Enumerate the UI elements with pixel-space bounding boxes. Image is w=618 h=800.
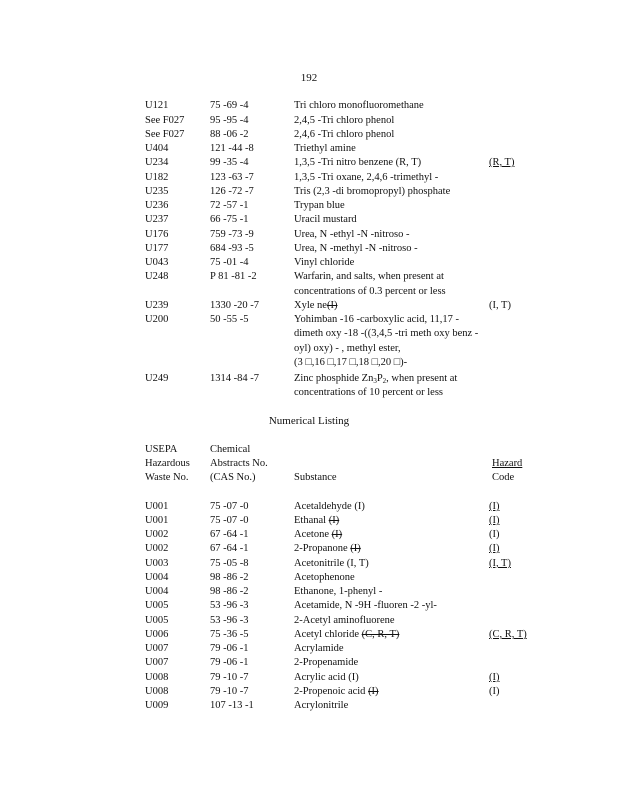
waste-code: U182 xyxy=(145,172,169,183)
hazard-code: (R, T) xyxy=(489,157,515,168)
header-line: Chemical xyxy=(210,444,251,455)
table-row xyxy=(0,228,618,241)
waste-code: U200 xyxy=(145,314,169,325)
waste-code: U239 xyxy=(145,300,169,311)
table-row xyxy=(0,242,618,255)
section-title: Numerical Listing xyxy=(268,415,350,427)
waste-code: U008 xyxy=(145,686,169,697)
cas-number: 53 -96 -3 xyxy=(210,600,249,611)
waste-code: See F027 xyxy=(145,115,185,126)
cas-number: 75 -69 -4 xyxy=(210,100,249,111)
waste-code: U007 xyxy=(145,643,169,654)
table-row xyxy=(0,628,618,641)
cas-number: 98 -86 -2 xyxy=(210,572,249,583)
table-row xyxy=(0,299,618,312)
hazard-code: (I) xyxy=(489,529,500,540)
header-hazard-code xyxy=(492,457,522,485)
cas-number: 75 -07 -0 xyxy=(210,501,249,512)
substance-text: Zinc phosphide Zn xyxy=(294,373,374,384)
waste-code: U248 xyxy=(145,271,169,282)
cas-number: 50 -55 -5 xyxy=(210,314,249,325)
substance xyxy=(294,500,365,513)
formula-element: P xyxy=(376,373,383,384)
waste-code: U237 xyxy=(145,214,169,225)
cas-number: 66 -75 -1 xyxy=(210,214,249,225)
table-row xyxy=(0,270,618,283)
substance xyxy=(294,599,437,612)
substance: 2,4,6 -Tri chloro phenol xyxy=(294,129,395,140)
table-row xyxy=(0,642,618,655)
substance-text: Acetaldehyde (I) xyxy=(294,501,365,512)
hazard-code: (I, T) xyxy=(489,558,511,569)
substance-continued: oyl) oxy) - , methyl ester, xyxy=(294,343,401,354)
table-row xyxy=(0,699,618,712)
cas-number: 75 -01 -4 xyxy=(210,257,249,268)
cas-number: 79 -06 -1 xyxy=(210,643,249,654)
table-row xyxy=(0,199,618,212)
header-line: Hazardous xyxy=(145,458,190,469)
substance: 1,3,5 -Tri oxane, 2,4,6 -trimethyl - xyxy=(294,172,439,183)
cas-number: 72 -57 -1 xyxy=(210,200,249,211)
struck-hazard: (I) xyxy=(326,300,338,311)
cas-number: 99 -35 -4 xyxy=(210,157,249,168)
hazard-code: (C, R, T) xyxy=(489,629,527,640)
waste-code: U006 xyxy=(145,629,169,640)
waste-code: U236 xyxy=(145,200,169,211)
substance-tail: , when present at xyxy=(386,373,458,384)
substance: 2,4,5 -Tri chloro phenol xyxy=(294,115,395,126)
cas-number: 88 -06 -2 xyxy=(210,129,249,140)
table-row xyxy=(0,356,618,369)
substance xyxy=(294,642,344,655)
table-row xyxy=(0,528,618,541)
waste-code: U234 xyxy=(145,157,169,168)
hazard-code: (I) xyxy=(489,672,500,683)
substance xyxy=(294,585,382,598)
waste-code: U249 xyxy=(145,373,169,384)
substance: Trypan blue xyxy=(294,200,345,211)
waste-code: U005 xyxy=(145,615,169,626)
table-row xyxy=(0,313,618,326)
table-row xyxy=(0,557,618,570)
waste-code: U177 xyxy=(145,243,169,254)
cas-number: 67 -64 -1 xyxy=(210,529,249,540)
table-row xyxy=(0,372,618,385)
header-line: Abstracts No. xyxy=(210,458,268,469)
waste-code: U121 xyxy=(145,100,169,111)
substance-text: Acrylamide xyxy=(294,643,344,654)
table-row xyxy=(0,327,618,340)
waste-code: U176 xyxy=(145,229,169,240)
waste-code: U043 xyxy=(145,257,169,268)
substance-text: Xyle ne xyxy=(294,300,327,311)
cas-number: 75 -36 -5 xyxy=(210,629,249,640)
header-line: USEPA xyxy=(145,444,178,455)
substance: Vinyl chloride xyxy=(294,257,355,268)
substance xyxy=(294,514,339,527)
waste-code: U002 xyxy=(145,543,169,554)
struck-hazard: (I) xyxy=(350,543,361,554)
table-row xyxy=(0,585,618,598)
substance xyxy=(294,557,369,570)
hazard-code: (I) xyxy=(489,515,500,526)
waste-code: U002 xyxy=(145,529,169,540)
waste-code: U235 xyxy=(145,186,169,197)
cas-number: 1314 -84 -7 xyxy=(210,373,259,384)
substance-continued: (3 □,16 □,17 □,18 □,20 □)- xyxy=(294,357,408,368)
cas-number: P 81 -81 -2 xyxy=(210,271,257,282)
substance-text: Ethanal xyxy=(294,515,327,526)
substance xyxy=(294,542,361,555)
waste-code: See F027 xyxy=(145,129,185,140)
cas-number: 79 -10 -7 xyxy=(210,672,249,683)
substance-continued: dimeth oxy -18 -((3,4,5 -tri meth oxy benz - xyxy=(294,328,479,339)
substance xyxy=(294,628,399,641)
substance: Warfarin, and salts, when present at xyxy=(294,271,444,282)
table-row xyxy=(0,156,618,169)
hazard-code: (I) xyxy=(489,501,500,512)
substance-text: Acetonitrile (I, T) xyxy=(294,558,369,569)
table-row xyxy=(0,514,618,527)
table-row xyxy=(0,571,618,584)
substance xyxy=(294,614,395,627)
substance-text: 2-Propanone xyxy=(294,543,348,554)
cas-number: 107 -13 -1 xyxy=(210,700,254,711)
waste-code: U003 xyxy=(145,558,169,569)
substance-text: 2-Acetyl aminofluorene xyxy=(294,615,395,626)
cas-number: 98 -86 -2 xyxy=(210,586,249,597)
hazard-code: (I) xyxy=(489,686,500,697)
table-row xyxy=(0,285,618,298)
struck-hazard: (I) xyxy=(331,529,343,540)
waste-code: U005 xyxy=(145,600,169,611)
cas-number: 95 -95 -4 xyxy=(210,115,249,126)
waste-code: U404 xyxy=(145,143,169,154)
substance: Yohimban -16 -carboxylic acid, 11,17 - xyxy=(294,314,460,325)
table-row xyxy=(0,500,618,513)
substance xyxy=(294,671,359,684)
waste-code: U009 xyxy=(145,700,169,711)
table-row xyxy=(0,614,618,627)
substance-text: 2-Propenoic acid xyxy=(294,686,366,697)
substance xyxy=(294,656,358,669)
substance xyxy=(294,528,342,541)
cas-number: 67 -64 -1 xyxy=(210,543,249,554)
table-row xyxy=(0,671,618,684)
substance: Tris (2,3 -di bromopropyl) phosphate xyxy=(294,186,451,197)
hazard-code: (I) xyxy=(489,543,500,554)
substance: Uracil mustard xyxy=(294,214,357,225)
table-row xyxy=(0,142,618,155)
table-row xyxy=(0,213,618,226)
substance-text: Acetyl chloride xyxy=(294,629,360,640)
substance: Urea, N -ethyl -N -nitroso - xyxy=(294,229,410,240)
header-line: Hazard xyxy=(492,458,523,469)
cas-number: 759 -73 -9 xyxy=(210,229,254,240)
substance xyxy=(294,299,337,312)
header-line: Waste No. xyxy=(145,472,189,483)
header-substance: Substance xyxy=(294,472,337,483)
cas-number: 123 -63 -7 xyxy=(210,172,254,183)
table-row xyxy=(0,342,618,355)
cas-number: 126 -72 -7 xyxy=(210,186,254,197)
struck-hazard: (I) xyxy=(368,686,379,697)
substance-text: Ethanone, 1-phenyl - xyxy=(294,586,383,597)
table-row xyxy=(0,656,618,669)
substance: Tri chloro monofluoromethane xyxy=(294,100,424,111)
formula-subscript: 3 xyxy=(373,377,377,385)
substance-text: Acetone xyxy=(294,529,329,540)
substance-text: Acrylic acid (I) xyxy=(294,672,359,683)
table-row xyxy=(0,256,618,269)
cas-number: 79 -06 -1 xyxy=(210,657,249,668)
waste-code: U008 xyxy=(145,672,169,683)
table-row xyxy=(0,685,618,698)
struck-hazard: (I) xyxy=(328,515,340,526)
table-row xyxy=(0,542,618,555)
waste-code: U007 xyxy=(145,657,169,668)
hazard-code: (I, T) xyxy=(489,300,511,311)
cas-number: 53 -96 -3 xyxy=(210,615,249,626)
header-waste-no xyxy=(145,443,190,485)
substance-continued: concentrations of 0.3 percent or less xyxy=(294,286,446,297)
cas-number: 75 -07 -0 xyxy=(210,515,249,526)
table-row xyxy=(0,99,618,112)
header-line: (CAS No.) xyxy=(210,472,256,483)
table-row xyxy=(0,128,618,141)
table-row xyxy=(0,171,618,184)
page-number: 192 xyxy=(300,72,318,84)
substance-text: Acetophenone xyxy=(294,572,355,583)
waste-code: U001 xyxy=(145,501,169,512)
substance-text: Acrylonitrile xyxy=(294,700,349,711)
table-row xyxy=(0,114,618,127)
table-row xyxy=(0,386,618,399)
substance-text: 2-Propenamide xyxy=(294,657,359,668)
substance-text: Acetamide, N -9H -fluoren -2 -yl- xyxy=(294,600,437,611)
waste-code: U001 xyxy=(145,515,169,526)
cas-number: 121 -44 -8 xyxy=(210,143,254,154)
table-row xyxy=(0,599,618,612)
substance: Triethyl amine xyxy=(294,143,356,154)
header-line: Code xyxy=(492,472,515,483)
substance: 1,3,5 -Tri nitro benzene (R, T) xyxy=(294,157,422,168)
substance: Urea, N -methyl -N -nitroso - xyxy=(294,243,418,254)
waste-code: U004 xyxy=(145,572,169,583)
formula-subscript: 2 xyxy=(382,377,387,385)
struck-hazard: (C, R, T) xyxy=(361,629,400,640)
substance xyxy=(294,685,379,698)
substance xyxy=(294,699,348,712)
table-row xyxy=(0,185,618,198)
substance xyxy=(294,571,355,584)
cas-number: 1330 -20 -7 xyxy=(210,300,259,311)
cas-number: 684 -93 -5 xyxy=(210,243,254,254)
waste-code: U004 xyxy=(145,586,169,597)
cas-number: 75 -05 -8 xyxy=(210,558,249,569)
cas-number: 79 -10 -7 xyxy=(210,686,249,697)
header-cas-no xyxy=(210,443,268,485)
substance-continued: concentrations of 10 percent or less xyxy=(294,387,443,398)
